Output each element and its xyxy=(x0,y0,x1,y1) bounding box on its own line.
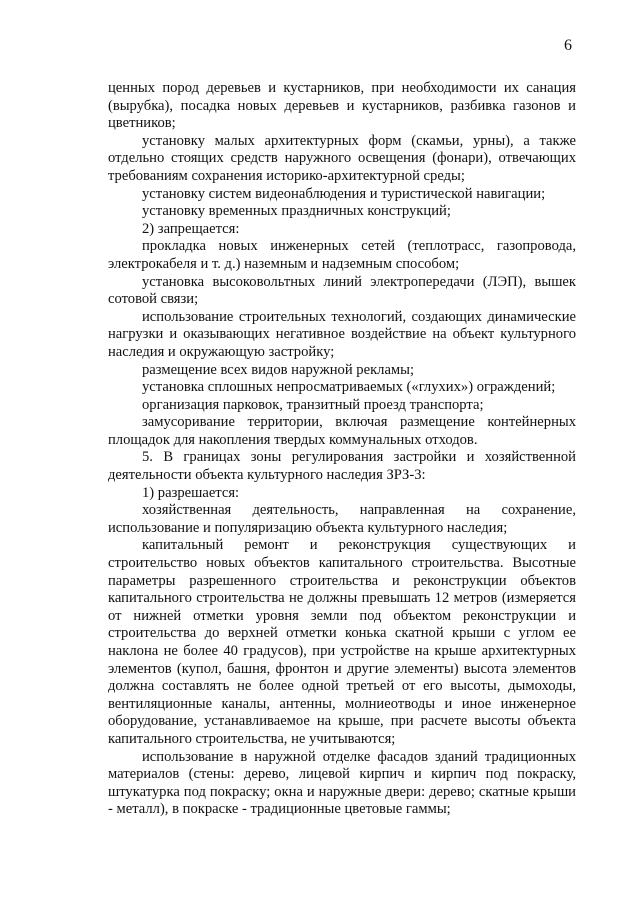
paragraph: установку систем видеонаблюдения и туристической навигации; xyxy=(142,185,546,202)
paragraph: установка высоковольтных линий электропередачи (ЛЭП), вышек сотовой связи; xyxy=(108,273,576,308)
paragraph: организация парковок, транзитный проезд транспорта; xyxy=(142,396,484,413)
paragraph: хозяйственная деятельность, направленная на сохранение, использование и популяризацию объекта культурного наследия; xyxy=(108,502,576,536)
paragraph: замусоривание территории, включая размещение контейнерных площадок для накопления твердых коммунальных отходов. xyxy=(108,414,576,448)
section-paragraph: 5. В границах зоны регулирования застройки и хозяйственной деятельности объекта культурного наследия ЗРЗ-3: xyxy=(108,449,576,484)
list-heading: 1) разрешается: xyxy=(142,484,240,501)
paragraph: использование строительных технологий, создающих динамические нагрузки и оказывающих негативное воздействие на объект культурного наследия и окружающую застройку; xyxy=(108,308,576,360)
list-heading: 2) запрещается: xyxy=(142,220,240,237)
page-number: 6 xyxy=(564,37,572,54)
paragraph-continuation: ценных пород деревьев и кустарников, при необходимости их санация (вырубка), посадка новых деревьев и кустарников, разбивка газонов и цветников; xyxy=(108,80,576,132)
paragraph: капитальный ремонт и реконструкция существующих и строительство новых объектов капитального строительства. Высотные параметры разрешенного строительства и реконструкции объектов капитального строительства не должны превышать 12 метров (измеряется от нижней отметки уровня земли под объектом реконструкции и строительства до верхней отметки конька скатной крыши с углом ее наклона не более 40 градусов), при устройстве на крыше архитектурных элементов (купол, башня, фронтон и другие элементы) высота элементов должна составлять не более одной третьей от его высоты, дымоходы, вентиляционные каналы, антенны, молниеотводы и иное инженерное оборудование, устанавливаемое на крыше, при расчете высоты объекта капитального строительства, не учитываются; xyxy=(108,537,576,747)
paragraph: установка сплошных непросматриваемых («глухих») ограждений; xyxy=(142,379,556,396)
page-body xyxy=(108,80,576,819)
paragraph: прокладка новых инженерных сетей (теплотрасс, газопровода, электрокабеля и т. д.) наземным и надземным способом; xyxy=(108,238,576,272)
paragraph: установку временных праздничных конструкций; xyxy=(142,203,451,220)
paragraph: размещение всех видов наружной рекламы; xyxy=(142,361,415,378)
paragraph: использование в наружной отделке фасадов зданий традиционных материалов (стены: дерево, лицевой кирпич и кирпич под покраску, штукатурка под покраску; окна и наружные двери: дерево; скатные крыши - металл), в покраске - традиционные цветовые гаммы; xyxy=(108,748,576,818)
paragraph: установку малых архитектурных форм (скамьи, урны), а также отдельно стоящих средств наружного освещения (фонари), отвечающих требованиям сохранения историко-архитектурной среды; xyxy=(108,132,576,184)
